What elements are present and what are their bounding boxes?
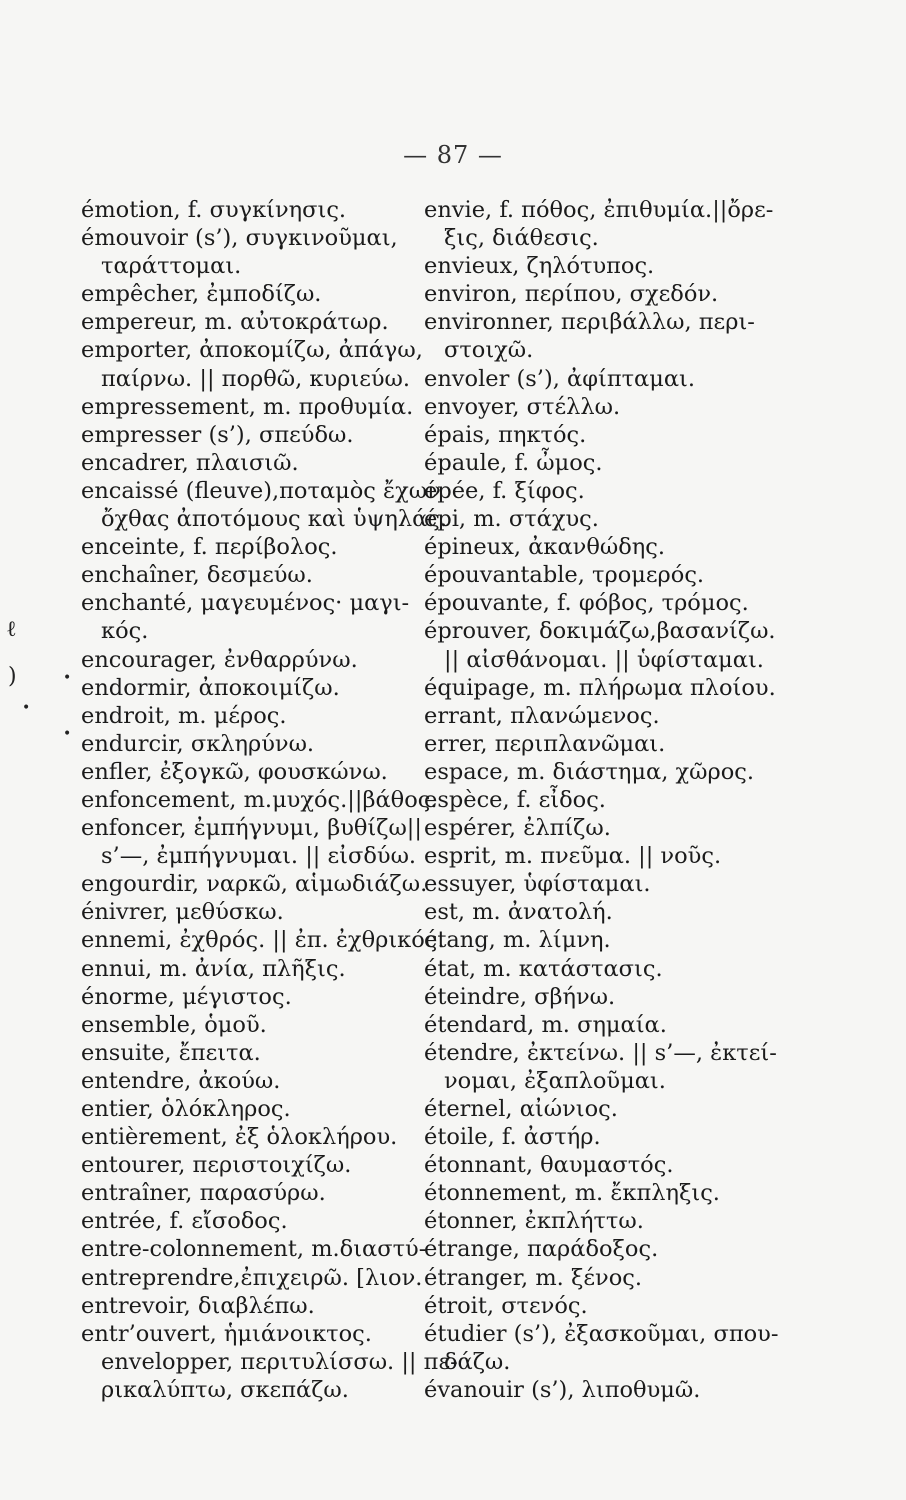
dictionary-entry-line: ensemble, ὁμοῦ. (81, 1011, 267, 1038)
dictionary-entry-line: envoler (s’), ἀφίπταμαι. (424, 365, 696, 392)
dictionary-entry-line: enfoncer, ἐμπήγνυμι, βυθίζω|| (81, 815, 422, 842)
dictionary-entry-line: épée, f. ξίφος. (424, 477, 585, 504)
margin-mark: ℓ (6, 617, 17, 642)
dictionary-entry-line: enfler, ἐξογκῶ, φουσκώνω. (81, 758, 388, 785)
dictionary-entry-line: envelopper, περιτυλίσσω. || πε- (101, 1348, 458, 1375)
dictionary-entry-line: étang, m. λίμνη. (424, 927, 611, 954)
dictionary-entry-line: s’—, ἐμπήγνυμαι. || εἰσδύω. (101, 843, 417, 870)
dictionary-entry-line: enceinte, f. περίβολος. (81, 534, 338, 561)
dictionary-entry-line: κός. (101, 618, 149, 645)
dictionary-entry-line: épouvantable, τρομερός. (424, 562, 705, 589)
dictionary-entry-line: étoile, f. ἀστήρ. (424, 1124, 601, 1151)
dictionary-entry-line: envie, f. πόθος, ἐπιθυμία.||ὄρε- (424, 197, 774, 223)
dictionary-entry-line: δάζω. (444, 1348, 511, 1375)
dictionary-entry-line: envieux, ζηλότυπος. (424, 253, 655, 280)
dictionary-entry-line: enfoncement, m.μυχός.||βάθος. (81, 786, 438, 813)
dictionary-entry-line: émouvoir (s’), συγκινοῦμαι, (81, 225, 398, 252)
dictionary-entry-line: errant, πλανώμενος. (424, 702, 660, 729)
margin-mark: ) (8, 664, 17, 689)
dictionary-entry-line: entr’ouvert, ἡμιάνοικτος. (81, 1320, 372, 1347)
dictionary-entry-line: ensuite, ἔπειτα. (81, 1039, 261, 1066)
dictionary-entry-line: || αἰσθάνομαι. || ὑφίσταμαι. (444, 646, 764, 673)
dictionary-entry-line: est, m. ἀνατολή. (424, 899, 613, 926)
dictionary-entry-line: équipage, m. πλήρωμα πλοίου. (424, 674, 776, 701)
dictionary-entry-line: παίρνω. || πορθῶ, κυριεύω. (101, 365, 411, 392)
dictionary-entry-line: étrange, παράδοξος. (424, 1236, 659, 1263)
dictionary-entry-line: entrée, f. εἴσοδος. (81, 1208, 288, 1235)
dictionary-entry-line: enchaîner, δεσμεύω. (81, 562, 313, 589)
dictionary-entry-line: ταράττομαι. (101, 253, 242, 280)
dictionary-entry-line: encadrer, πλαισιῶ. (81, 449, 299, 476)
dictionary-entry-line: épi, m. στάχυς. (424, 506, 599, 533)
dictionary-entry-line: endurcir, σκληρύνω. (81, 730, 315, 757)
dictionary-entry-line: environ, περίπου, σχεδόν. (424, 281, 719, 308)
left-column (81, 196, 458, 1404)
dictionary-entry-line: étroit, στενός. (424, 1292, 588, 1319)
dictionary-entry-line: épais, πηκτός. (424, 421, 587, 448)
dictionary-entry-line: épaule, f. ὦμος. (424, 449, 603, 476)
dictionary-entry-line: entièrement, ἐξ ὁλοκλήρου. (81, 1124, 398, 1151)
dictionary-entry-line: étranger, m. ξένος. (424, 1264, 642, 1291)
dictionary-entry-line: étonnant, θαυμαστός. (424, 1152, 674, 1179)
dictionary-entry-line: épouvante, f. φόβος, τρόμος. (424, 590, 749, 617)
dictionary-entry-line: entraîner, παρασύρω. (81, 1180, 326, 1207)
dictionary-entry-line: étendre, ἐκτείνω. || s’—, ἐκτεί- (424, 1039, 777, 1066)
dictionary-entry-line: entendre, ἀκούω. (81, 1067, 281, 1094)
dictionary-entry-line: ὄχθας ἀποτόμους καὶ ὑψηλάς. (101, 506, 448, 533)
dictionary-entry-line: empressement, m. προθυμία. (81, 393, 414, 420)
dictionary-entry-line: éteindre, σβήνω. (424, 983, 616, 1010)
dictionary-entry-line: encaissé (fleuve),ποταμὸς ἔχων (81, 477, 441, 504)
dictionary-entry-line: empereur, m. αὐτοκράτωρ. (81, 309, 389, 336)
dictionary-entry-line: entreprendre,ἐπιχειρῶ. [λιον. (81, 1264, 423, 1291)
dictionary-entry-line: engourdir, ναρκῶ, αἱμωδιάζω. (81, 871, 428, 898)
dictionary-entry-line: étonnement, m. ἔκπληξις. (424, 1180, 720, 1207)
page-number: — 87 — (403, 141, 503, 169)
dictionary-entry-line: émotion, f. συγκίνησις. (81, 197, 347, 223)
dictionary-entry-line: entier, ὁλόκληρος. (81, 1096, 291, 1122)
dictionary-entry-line: endroit, m. μέρος. (81, 702, 287, 729)
dictionary-entry-line: entre-colonnement, m.διαστύ- (81, 1236, 427, 1263)
dictionary-entry-line: errer, περιπλανῶμαι. (424, 730, 666, 757)
dictionary-entry-line: étudier (s’), ἐξασκοῦμαι, σπου- (424, 1320, 779, 1347)
dictionary-entry-line: environner, περιβάλλω, περι- (424, 309, 755, 336)
dictionary-entry-line: énorme, μέγιστος. (81, 983, 292, 1010)
dictionary-entry-line: ennui, m. ἀνία, πλῆξις. (81, 955, 346, 982)
margin-mark: • (63, 726, 72, 742)
dictionary-entry-line: état, m. κατάστασις. (424, 955, 663, 982)
dictionary-entry-line: espace, m. διάστημα, χῶρος. (424, 758, 755, 785)
dictionary-entry-line: énivrer, μεθύσκω. (81, 899, 284, 926)
dictionary-entry-line: endormir, ἀποκοιμίζω. (81, 674, 340, 701)
dictionary-entry-line: essuyer, ὑφίσταμαι. (424, 871, 651, 898)
dictionary-entry-line: étendard, m. σημαία. (424, 1011, 667, 1038)
dictionary-entry-line: évanouir (s’), λιποθυμῶ. (424, 1376, 701, 1403)
dictionary-entry-line: empêcher, ἐμποδίζω. (81, 281, 322, 308)
dictionary-entry-line: étonner, ἐκπλήττω. (424, 1208, 644, 1235)
margin-mark: • (22, 700, 31, 716)
dictionary-entry-line: entrevoir, διαβλέπω. (81, 1292, 315, 1319)
dictionary-entry-line: esprit, m. πνεῦμα. || νοῦς. (424, 843, 722, 870)
dictionary-entry-line: envoyer, στέλλω. (424, 393, 621, 420)
dictionary-entry-line: ennemi, ἐχθρός. || ἐπ. ἐχθρικός. (81, 927, 445, 954)
dictionary-entry-line: ρικαλύπτω, σκεπάζω. (101, 1376, 349, 1403)
dictionary-entry-line: entourer, περιστοιχίζω. (81, 1152, 352, 1179)
dictionary-entry-line: éprouver, δοκιμάζω,βασανίζω. (424, 618, 776, 645)
margin-mark: • (63, 670, 72, 686)
dictionary-entry-line: éternel, αἰώνιος. (424, 1096, 618, 1122)
dictionary-entry-line: emporter, ἀποκομίζω, ἀπάγω, (81, 337, 423, 364)
dictionary-entry-line: νομαι, ἐξαπλοῦμαι. (444, 1067, 666, 1094)
dictionary-entry-line: στοιχῶ. (444, 337, 534, 364)
dictionary-entry-line: enchanté, μαγευμένος· μαγι- (81, 590, 410, 617)
dictionary-entry-line: épineux, ἀκανθώδης. (424, 534, 666, 561)
dictionary-entry-line: ξις, διάθεσις. (444, 225, 599, 252)
dictionary-entry-line: empresser (s’), σπεύδω. (81, 421, 354, 448)
dictionary-entry-line: encourager, ἐνθαρρύνω. (81, 646, 358, 673)
dictionary-entry-line: espérer, ἐλπίζω. (424, 815, 611, 842)
right-column (424, 196, 779, 1404)
dictionary-entry-line: espèce, f. εἶδος. (424, 786, 606, 813)
